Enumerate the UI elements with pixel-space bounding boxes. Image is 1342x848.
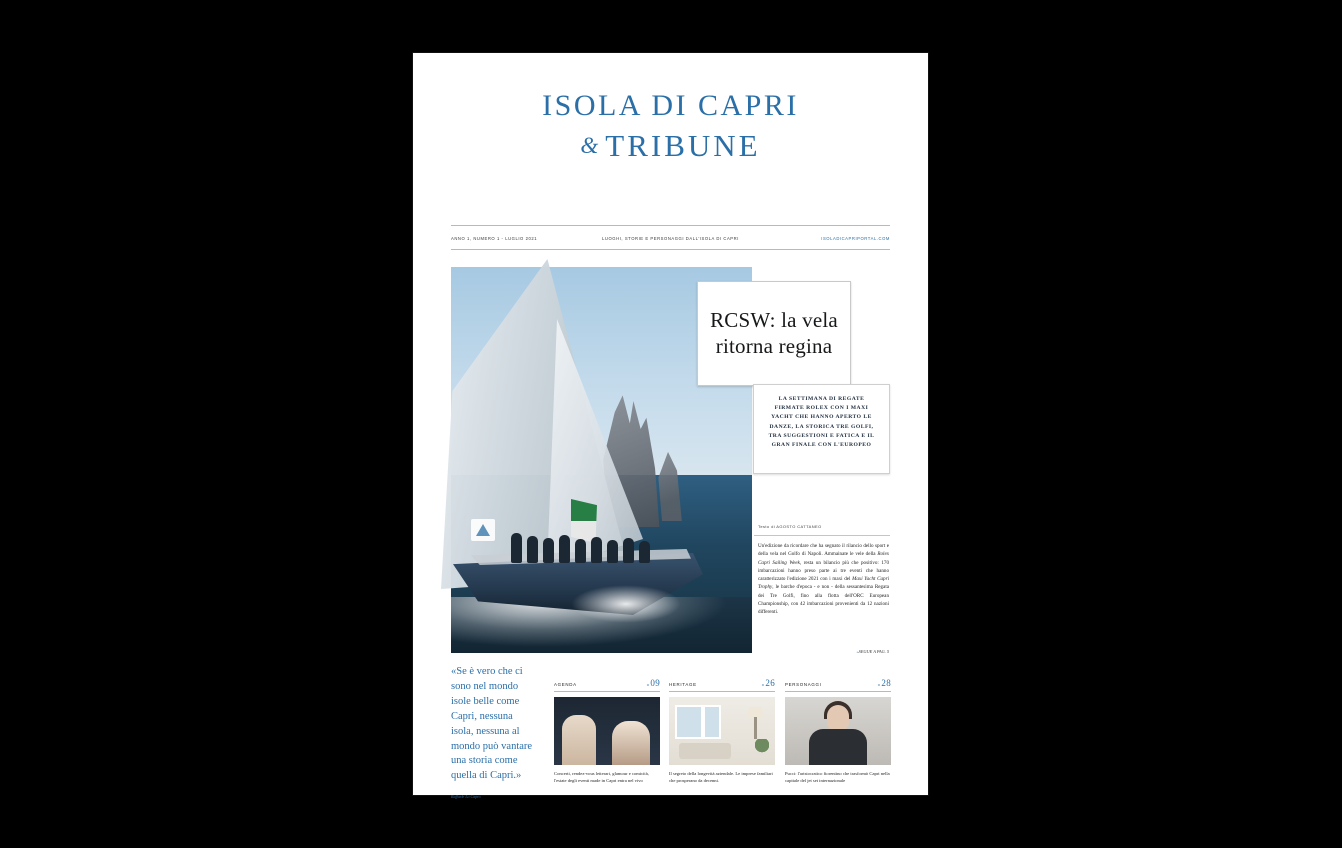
teaser-text: Concerti, rendez-vous letterari, glamour e comicità, l'estate degli eventi made in Capri entra nel vivo bbox=[554, 771, 649, 784]
teaser-page-value: 28 bbox=[881, 678, 891, 688]
standfirst-box bbox=[753, 384, 890, 474]
sofa-shape bbox=[679, 743, 731, 759]
teaser-page-number bbox=[762, 678, 775, 688]
teaser-section-label: HERITAGE bbox=[669, 682, 697, 687]
pull-quote-attribution: Raffaele Lo Capro bbox=[451, 794, 481, 799]
chevron-right-icon: » bbox=[856, 649, 858, 654]
teaser-page-number bbox=[647, 678, 660, 688]
crew-member bbox=[527, 536, 538, 563]
teaser-header bbox=[785, 678, 891, 692]
portrait-head-shape bbox=[827, 705, 849, 731]
standfirst-text: LA SETTIMANA DI REGATE FIRMATE ROLEX CON I MAXI YACHT CHE HANNO APERTO LE DANZE, LA STORICA TRE GOLFI, TRA SUGGESTIONI E FATICA E IL GRAN FINALE CON L'EUROPEO bbox=[768, 396, 875, 449]
crew-member bbox=[511, 533, 522, 563]
teaser-page-value: 09 bbox=[650, 678, 660, 688]
masthead bbox=[413, 91, 928, 161]
article-body-part-1: Un'edizione da ricordare che ha segnato il rilancio dello sport e della vela nel Golfo di Napoli. Ammainate le vele della bbox=[758, 543, 889, 558]
lamp-shade-shape bbox=[747, 707, 764, 717]
crew-member bbox=[607, 540, 618, 563]
issue-number: ANNO 1, NUMERO 1 - LUGLIO 2021 bbox=[451, 235, 538, 241]
crew-member bbox=[543, 538, 554, 563]
page-title: RCSW: la vela ritorna regina bbox=[710, 307, 838, 358]
crew-member bbox=[591, 537, 602, 563]
article-body-part-3: , le barche d'epoca - e non - della sessantesima Regata dei Tre Golfi, fino alla flotta dell'ORC European Championship, con 42 imbarcazioni provenienti da 12 nazioni differenti. bbox=[758, 584, 889, 615]
continued-label: SEGUE A PAG. 5 bbox=[858, 649, 889, 654]
plant-shape bbox=[755, 739, 769, 759]
chevron-right-icon: » bbox=[646, 683, 650, 688]
teaser-card-heritage[interactable] bbox=[669, 678, 775, 785]
crew-group bbox=[509, 517, 689, 563]
teaser-header bbox=[669, 678, 775, 692]
window-shape-second bbox=[703, 705, 721, 739]
issue-info-bar bbox=[451, 231, 890, 245]
pull-quote: «Se è vero che ci sono nel mondo isole belle come Capri, nessuna isola, nessuna al mondo può vantare una storia come quella di Capri.» bbox=[451, 666, 533, 782]
ampersand-glyph: & bbox=[580, 132, 599, 158]
water-spray bbox=[571, 585, 681, 623]
window-shape bbox=[675, 705, 703, 739]
teaser-image-nightlife bbox=[554, 697, 660, 765]
continued-reference[interactable] bbox=[758, 649, 889, 654]
teaser-section-label: AGENDA bbox=[554, 682, 577, 687]
portrait-torso-shape bbox=[809, 729, 867, 765]
website-url: ISOLADICAPRIPORTAL.COM bbox=[821, 235, 890, 241]
teaser-text: Il segreto della longevità aziendale. Le imprese familiari che prosperano da decenni. bbox=[669, 771, 773, 784]
article-body-italic-2: Maxi Yacht Capri Trophy bbox=[758, 576, 889, 591]
chevron-right-icon: » bbox=[877, 683, 881, 688]
crew-member bbox=[559, 535, 570, 563]
teaser-text: Pucci: l'aristocratico fiorentino che trasformò Capri nella capitale del jet set internazionale bbox=[785, 771, 890, 784]
teaser-image-portrait bbox=[785, 697, 891, 765]
teaser-image-interior bbox=[669, 697, 775, 765]
divider-top bbox=[451, 225, 890, 226]
headline-box bbox=[697, 281, 851, 386]
teaser-section-label: PERSONAGGI bbox=[785, 682, 822, 687]
article-body-part-2: , resta un bilancio più che positivo: 170 imbarcazioni hanno preso parte ai tre eventi che hanno caratterizzato l'edizione 2021 con i maxi del bbox=[758, 559, 889, 582]
teaser-page-value: 26 bbox=[765, 678, 775, 688]
crew-member bbox=[575, 539, 586, 563]
divider-bottom bbox=[451, 249, 890, 250]
tagline: LUOGHI, STORIE E PERSONAGGI DALL'ISOLA DI CAPRI bbox=[602, 235, 739, 241]
chevron-right-icon: » bbox=[761, 683, 765, 688]
crew-member bbox=[639, 541, 650, 563]
teaser-card-personaggi[interactable] bbox=[785, 678, 891, 785]
teaser-page-number bbox=[878, 678, 891, 688]
masthead-line-2: TRIBUNE bbox=[605, 128, 761, 163]
newspaper-front-page bbox=[413, 53, 928, 799]
crew-member bbox=[623, 538, 634, 563]
teaser-header bbox=[554, 678, 660, 692]
sail-sponsor-badge-icon bbox=[471, 519, 495, 541]
article-byline: Testo di AGOSTO CATTANEO bbox=[758, 524, 822, 529]
teaser-card-agenda[interactable] bbox=[554, 678, 660, 785]
byline-divider bbox=[754, 535, 890, 536]
masthead-line-2-row bbox=[413, 130, 928, 161]
masthead-line-1: ISOLA DI CAPRI bbox=[542, 89, 799, 122]
article-body-italic-1: Rolex Capri Sailing Week bbox=[758, 551, 889, 566]
article-body bbox=[758, 542, 889, 616]
